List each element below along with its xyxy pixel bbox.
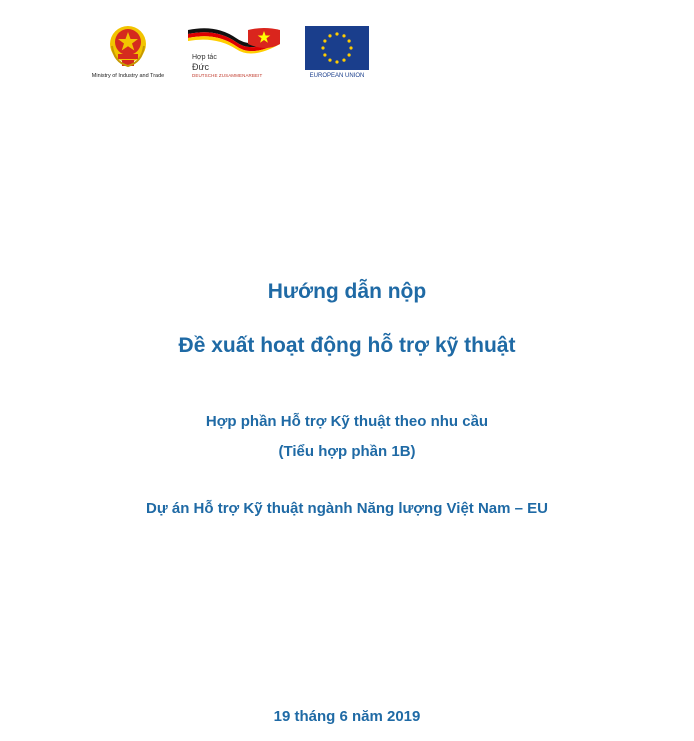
document-date: 19 tháng 6 năm 2019 [273,708,421,725]
giz-line2: Đức [192,62,210,72]
logo-bar [0,0,694,90]
giz-line1: Hợp tác [192,54,217,61]
national-emblem-icon [106,24,150,70]
subcomponent-heading: (Tiểu hợp phần 1B) [278,443,416,460]
giz-line3: DEUTSCHE ZUSAMMENARBEIT [192,73,263,78]
ministry-logo [86,24,170,84]
project-heading: Dự án Hỗ trợ Kỹ thuật ngành Năng lượng Việt Nam – EU [146,500,548,517]
component-heading: Hợp phần Hỗ trợ Kỹ thuật theo nhu cầu [205,413,489,430]
flag-swoosh-icon [186,24,282,56]
giz-logo [186,24,282,84]
document-title-line2: Đề xuất hoạt động hỗ trợ kỹ thuật [178,334,516,357]
document-title-line1: Hướng dẫn nộp [267,280,427,303]
eu-logo [305,26,369,82]
eu-caption: EUROPEAN UNION [309,73,365,79]
ministry-caption: Ministry of Industry and Trade [91,73,165,79]
eu-flag-icon [305,26,369,70]
